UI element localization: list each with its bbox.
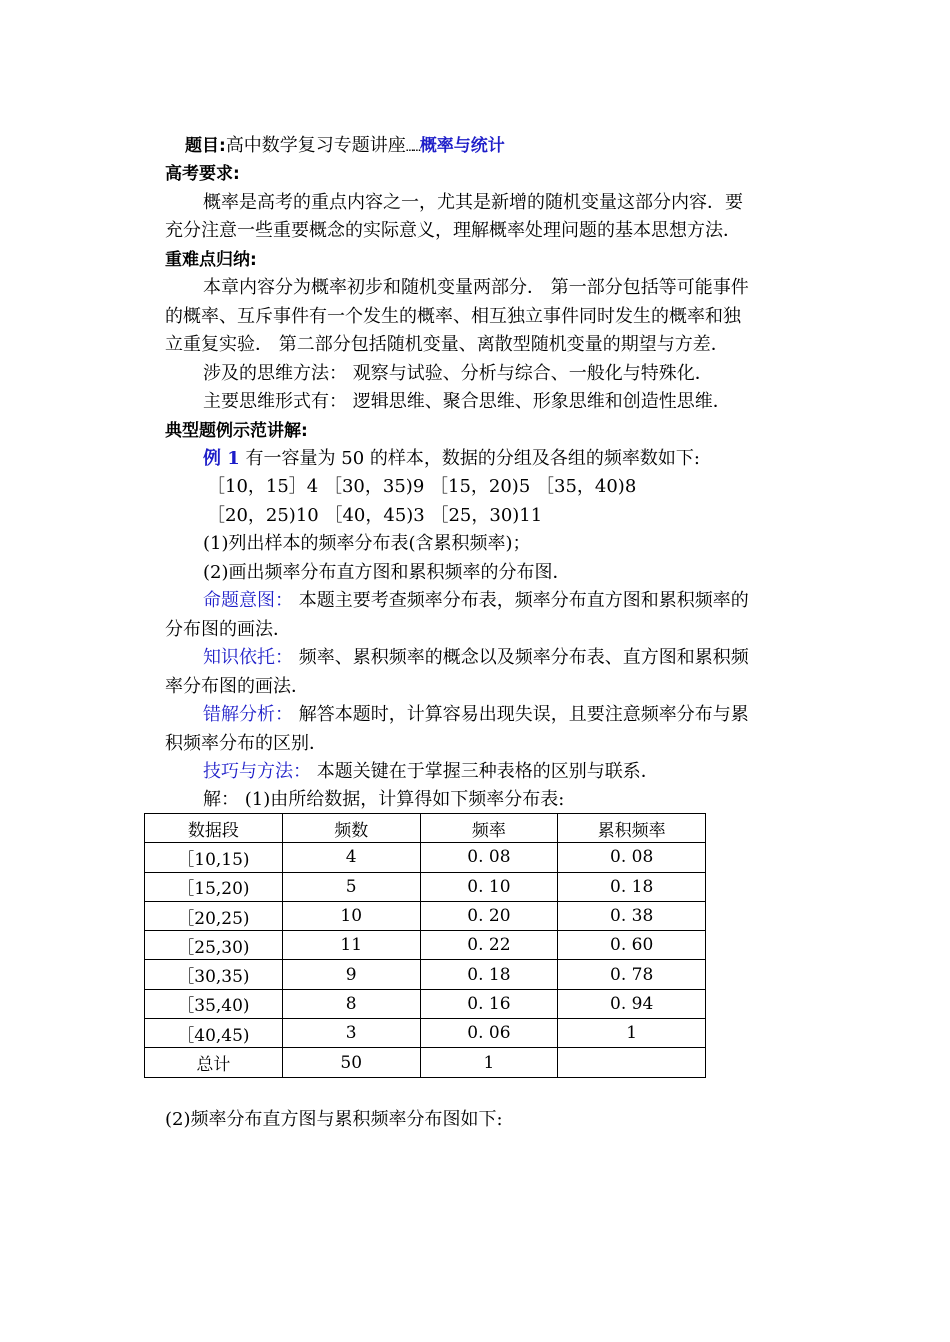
table-row xyxy=(145,1019,706,1048)
title-colon: : xyxy=(219,136,226,156)
requirements-text-2: 充分注意一些重要概念的实际意义，理解概率处理问题的基本思想方法． xyxy=(165,220,741,241)
table-cell: 50 xyxy=(282,1048,420,1077)
table-cell: 0. 38 xyxy=(558,901,706,930)
table-cell: 3 xyxy=(282,1019,420,1048)
thinking-methods: 涉及的思维方法： 观察与试验、分析与综合、一般化与特殊化． xyxy=(203,363,713,384)
knowledge-label: 知识依托： xyxy=(203,647,293,668)
table-cell: ［25,30) xyxy=(145,931,283,960)
table-cell: 0. 10 xyxy=(420,872,558,901)
table-cell: ［15,20) xyxy=(145,872,283,901)
table-cell: ［35,40) xyxy=(145,989,283,1018)
table-row xyxy=(145,989,706,1018)
table-cell: 0. 06 xyxy=(420,1019,558,1048)
solution-intro: 解： (1)由所给数据，计算得如下频率分布表: xyxy=(203,789,565,810)
frequency-table xyxy=(144,813,706,1078)
title-topic: 概率与统计 xyxy=(419,136,505,156)
key-points-text-3: 立重复实验． 第二部分包括随机变量、离散型随机变量的期望与方差． xyxy=(165,334,729,355)
table-cell: 8 xyxy=(282,989,420,1018)
table-header-row xyxy=(145,814,706,843)
table-header-cell: 频率 xyxy=(420,814,558,843)
intent-line-1 xyxy=(203,587,749,615)
table-cell: 0. 08 xyxy=(558,843,706,872)
document-title xyxy=(185,132,505,163)
table-cell: 11 xyxy=(282,931,420,960)
examples-heading: 典型题例示范讲解: xyxy=(165,421,308,441)
table-cell: ［30,35) xyxy=(145,960,283,989)
intent-label: 命题意图： xyxy=(203,590,293,611)
table-cell: 5 xyxy=(282,872,420,901)
key-points-text-1: 本章内容分为概率初步和随机变量两部分． 第一部分包括等可能事件 xyxy=(203,277,749,298)
thinking-forms: 主要思维形式有： 逻辑思维、聚合思维、形象思维和创造性思维． xyxy=(203,391,731,412)
error-label: 错解分析： xyxy=(203,704,293,725)
example1-data-line-1: ［10，15］4 ［30，35)9 ［15，20)5 ［35，40)8 xyxy=(207,476,637,497)
table-cell: 1 xyxy=(558,1019,706,1048)
knowledge-text-1: 频率、累积频率的概念以及频率分布表、直方图和累积频 xyxy=(293,647,749,668)
knowledge-text-2: 率分布图的画法． xyxy=(165,676,309,697)
technique-text: 本题关键在于掌握三种表格的区别与联系． xyxy=(311,761,659,782)
example1-data-line-2: ［20，25)10 ［40，45)3 ［25，30)11 xyxy=(207,505,543,526)
key-points-heading: 重难点归纳: xyxy=(165,250,257,270)
table-cell: 0. 94 xyxy=(558,989,706,1018)
table-row xyxy=(145,931,706,960)
example1-question-1: (1)列出样本的频率分布表(含累积频率)； xyxy=(203,533,531,554)
error-text-1: 解答本题时，计算容易出现失误，且要注意频率分布与累 xyxy=(293,704,749,725)
title-dots: …… xyxy=(405,144,420,153)
table-cell: 1 xyxy=(420,1048,558,1077)
table-header-cell: 数据段 xyxy=(145,814,283,843)
table-row xyxy=(145,843,706,872)
table-cell: 0. 78 xyxy=(558,960,706,989)
table-row xyxy=(145,960,706,989)
table-cell: 10 xyxy=(282,901,420,930)
table-row xyxy=(145,872,706,901)
table-cell: 4 xyxy=(282,843,420,872)
table-cell: 0. 08 xyxy=(420,843,558,872)
example1-statement-line xyxy=(203,445,700,473)
requirements-text-1: 概率是高考的重点内容之一，尤其是新增的随机变量这部分内容．要 xyxy=(203,192,743,213)
table-total-row xyxy=(145,1048,706,1077)
error-text-2: 积频率分布的区别． xyxy=(165,733,327,754)
technique-line xyxy=(203,758,659,786)
example1-question-2: (2)画出频率分布直方图和累积频率的分布图． xyxy=(203,562,571,583)
example1-statement: 有一容量为 50 的样本，数据的分组及各组的频率数如下: xyxy=(245,448,700,469)
table-header-cell: 频数 xyxy=(282,814,420,843)
table-cell: 9 xyxy=(282,960,420,989)
table-cell: ［40,45) xyxy=(145,1019,283,1048)
intent-text-1: 本题主要考查频率分布表，频率分布直方图和累积频率的 xyxy=(293,590,749,611)
title-text: 高中数学复习专题讲座 xyxy=(225,135,406,156)
example1-label: 例 1 xyxy=(203,448,240,469)
table-cell: ［20,25) xyxy=(145,901,283,930)
table-row xyxy=(145,901,706,930)
table-cell: 0. 16 xyxy=(420,989,558,1018)
error-line-1 xyxy=(203,701,749,729)
table-cell: 0. 18 xyxy=(558,872,706,901)
table-cell: 0. 60 xyxy=(558,931,706,960)
technique-label: 技巧与方法： xyxy=(203,761,311,782)
table-cell xyxy=(558,1048,706,1077)
table-cell: 0. 22 xyxy=(420,931,558,960)
table-cell: ［10,15) xyxy=(145,843,283,872)
table-cell: 0. 18 xyxy=(420,960,558,989)
table-cell: 0. 20 xyxy=(420,901,558,930)
title-label: 题目 xyxy=(185,136,219,156)
solution-part2: (2)频率分布直方图与累积频率分布图如下: xyxy=(165,1109,503,1130)
requirements-heading: 高考要求: xyxy=(165,164,240,184)
table-header-cell: 累积频率 xyxy=(558,814,706,843)
table-cell: 总计 xyxy=(145,1048,283,1077)
key-points-text-2: 的概率、互斥事件有一个发生的概率、相互独立事件同时发生的概率和独 xyxy=(165,306,741,327)
intent-text-2: 分布图的画法． xyxy=(165,619,291,640)
knowledge-line-1 xyxy=(203,644,749,672)
